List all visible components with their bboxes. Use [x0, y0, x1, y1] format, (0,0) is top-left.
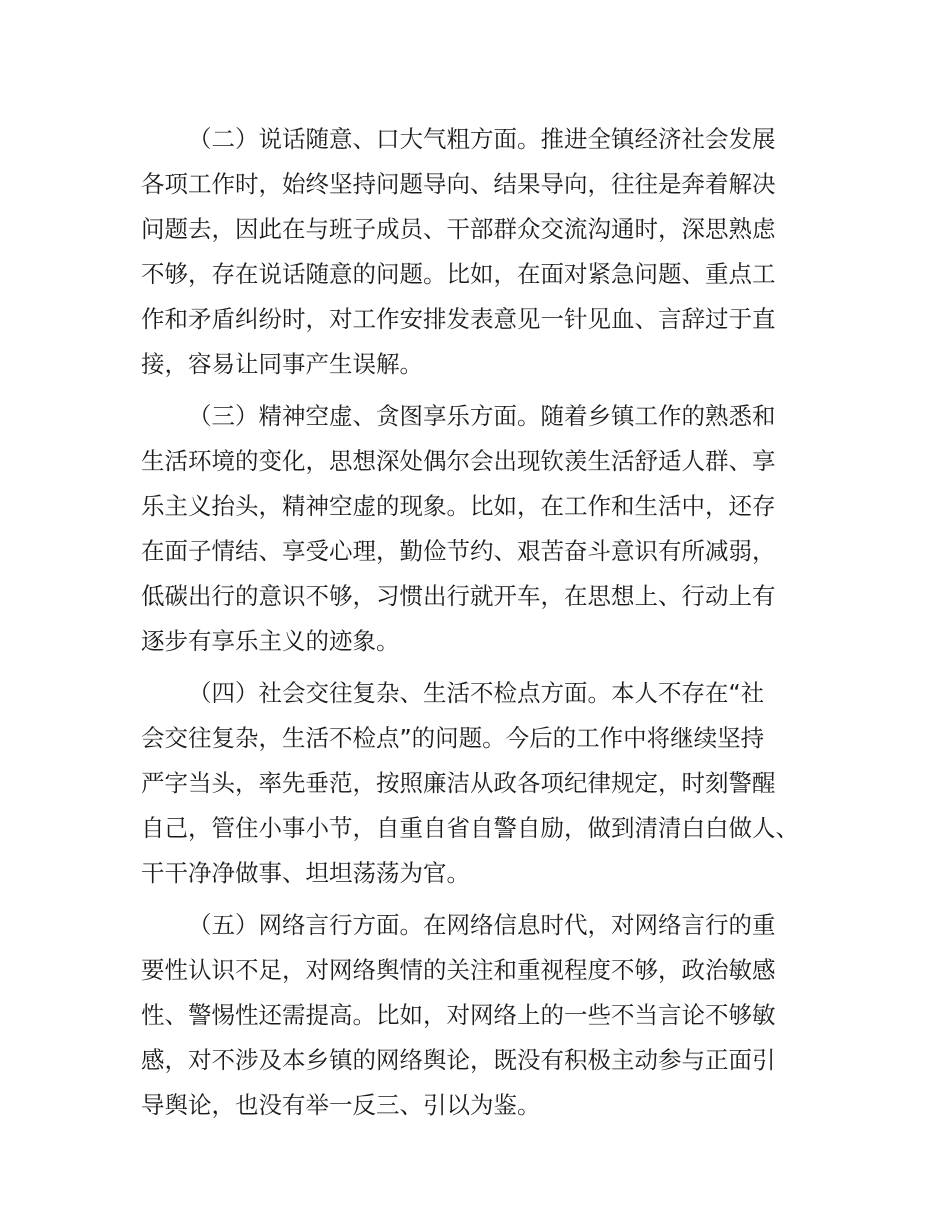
- text-line: 低碳出行的意识不够，习惯出行就开车，在思想上、行动上有: [141, 582, 776, 610]
- text-line: 在面子情结、享受心理，勤俭节约、艰苦奋斗意识有所减弱，: [141, 537, 776, 565]
- text-line: 逐步有享乐主义的迹象。: [141, 627, 400, 655]
- text-line: 会交往复杂，生活不检点”的问题。今后的工作中将继续坚持: [141, 724, 765, 752]
- text-line: 接，容易让同事产生误解。: [141, 350, 423, 378]
- text-line: 自己，管住小事小节，自重自省自警自励，做到清清白白做人、: [141, 814, 799, 842]
- paragraph-section-2: [141, 117, 825, 387]
- text-line: （四）社会交往复杂、生活不检点方面。本人不存在“社: [188, 679, 765, 707]
- text-line: 性、警惕性还需提高。比如，对网络上的一些不当言论不够敏: [141, 1001, 776, 1029]
- text-line: 导舆论，也没有举一反三、引以为鉴。: [141, 1091, 541, 1119]
- text-line: 感，对不涉及本乡镇的网络舆论，既没有积极主动参与正面引: [141, 1046, 776, 1074]
- text-line: 乐主义抬头，精神空虚的现象。比如，在工作和生活中，还存: [141, 492, 776, 520]
- paragraph-section-5: [141, 903, 825, 1128]
- document-body: [141, 117, 825, 1135]
- text-line: （二）说话随意、口大气粗方面。推进全镇经济社会发展: [188, 125, 776, 153]
- text-line: 不够，存在说话随意的问题。比如，在面对紧急问题、重点工: [141, 260, 776, 288]
- text-line: 要性认识不足，对网络舆情的关注和重视程度不够，政治敏感: [141, 956, 776, 984]
- text-line: 干干净净做事、坦坦荡荡为官。: [141, 859, 470, 887]
- text-line: 严字当头，率先垂范，按照廉洁从政各项纪律规定，时刻警醒: [141, 769, 776, 797]
- text-line: （五）网络言行方面。在网络信息时代，对网络言行的重: [188, 911, 776, 939]
- text-line: （三）精神空虚、贪图享乐方面。随着乡镇工作的熟悉和: [188, 402, 776, 430]
- text-line: 问题去，因此在与班子成员、干部群众交流沟通时，深思熟虑: [141, 215, 776, 243]
- text-line: 生活环境的变化，思想深处偶尔会出现钦羡生活舒适人群、享: [141, 447, 776, 475]
- text-line: 各项工作时，始终坚持问题导向、结果导向，往往是奔着解决: [141, 170, 776, 198]
- text-line: 作和矛盾纠纷时，对工作安排发表意见一针见血、言辞过于直: [141, 305, 776, 333]
- paragraph-section-3: [141, 394, 825, 664]
- paragraph-section-4: [141, 671, 825, 896]
